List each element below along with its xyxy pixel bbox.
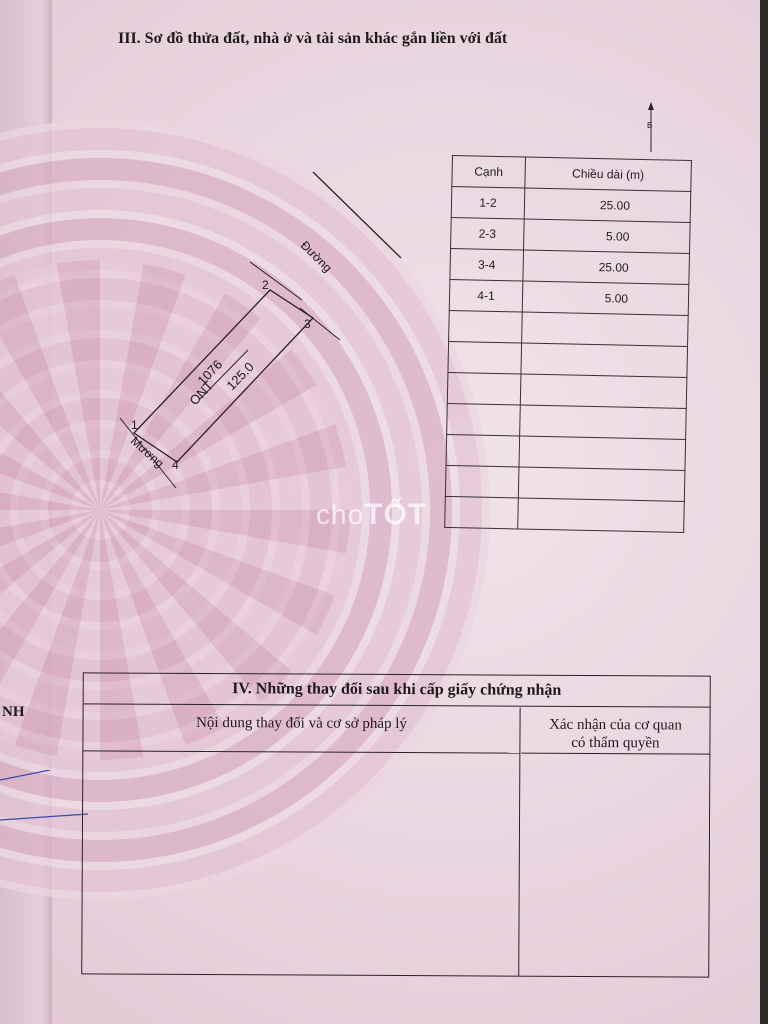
authority-confirmation-column — [520, 708, 709, 977]
edge-cell: 3-4 — [450, 248, 524, 281]
table-row-empty — [449, 310, 689, 346]
watermark-part2: TỐT — [364, 498, 428, 531]
length-cell: 5.00 — [522, 281, 689, 315]
changes-content-header: Nội dung thay đổi và cơ sở pháp lý — [83, 705, 519, 753]
canal-label: Mương — [127, 433, 167, 471]
changes-content-column — [82, 705, 520, 975]
vertex-label-2: 2 — [262, 278, 269, 292]
side-ink-lines — [0, 770, 90, 830]
edge-cell: 1-2 — [451, 187, 525, 220]
authority-header-line1: Xác nhận của cơ quan — [549, 716, 683, 734]
parcel-number: 1076 — [194, 356, 226, 389]
parcel-area: 125.0 — [223, 359, 257, 394]
table-row-empty — [445, 465, 685, 501]
cut-off-side-text: NH — [2, 704, 25, 720]
edge-cell: 4-1 — [449, 279, 523, 312]
land-type: ONT — [186, 377, 217, 409]
table-row-empty — [448, 341, 688, 377]
section-3-title: III. Sơ đồ thửa đất, nhà ở và tài sản khác gắn liền với đất — [118, 30, 508, 47]
north-arrow-icon — [648, 102, 654, 110]
vertex-label-3: 3 — [304, 317, 311, 331]
edge-header: Cạnh — [452, 156, 526, 189]
table-row-empty — [445, 496, 685, 532]
table-row — [449, 279, 689, 315]
authority-confirmation-header — [521, 708, 709, 755]
watermark — [316, 498, 427, 532]
table-row — [450, 248, 690, 284]
section-4-changes-table — [81, 672, 711, 977]
length-cell: 25.00 — [524, 188, 691, 222]
road-label: Đường — [297, 238, 335, 275]
section-4-title: IV. Những thay đổi sau khi cấp giấy chứng nhận — [84, 673, 710, 707]
length-header: Chiều dài (m) — [525, 157, 692, 191]
watermark-part1: cho — [316, 499, 365, 530]
length-cell: 25.00 — [523, 250, 690, 284]
table-row — [451, 217, 691, 253]
road-line — [313, 172, 401, 258]
table-row — [451, 187, 691, 223]
authority-header-line2: có thẩm quyền — [571, 734, 660, 752]
table-row-empty — [446, 434, 686, 470]
vertex-label-4: 4 — [172, 458, 179, 472]
table-row-empty — [447, 372, 687, 408]
vertex-label-1: 1 — [131, 418, 138, 432]
table-row-empty — [447, 403, 687, 439]
edge-length-table — [444, 155, 692, 533]
north-label: B — [647, 121, 653, 130]
edge-cell: 2-3 — [451, 217, 525, 250]
plot-outline — [134, 290, 313, 462]
length-cell: 5.00 — [524, 219, 691, 253]
